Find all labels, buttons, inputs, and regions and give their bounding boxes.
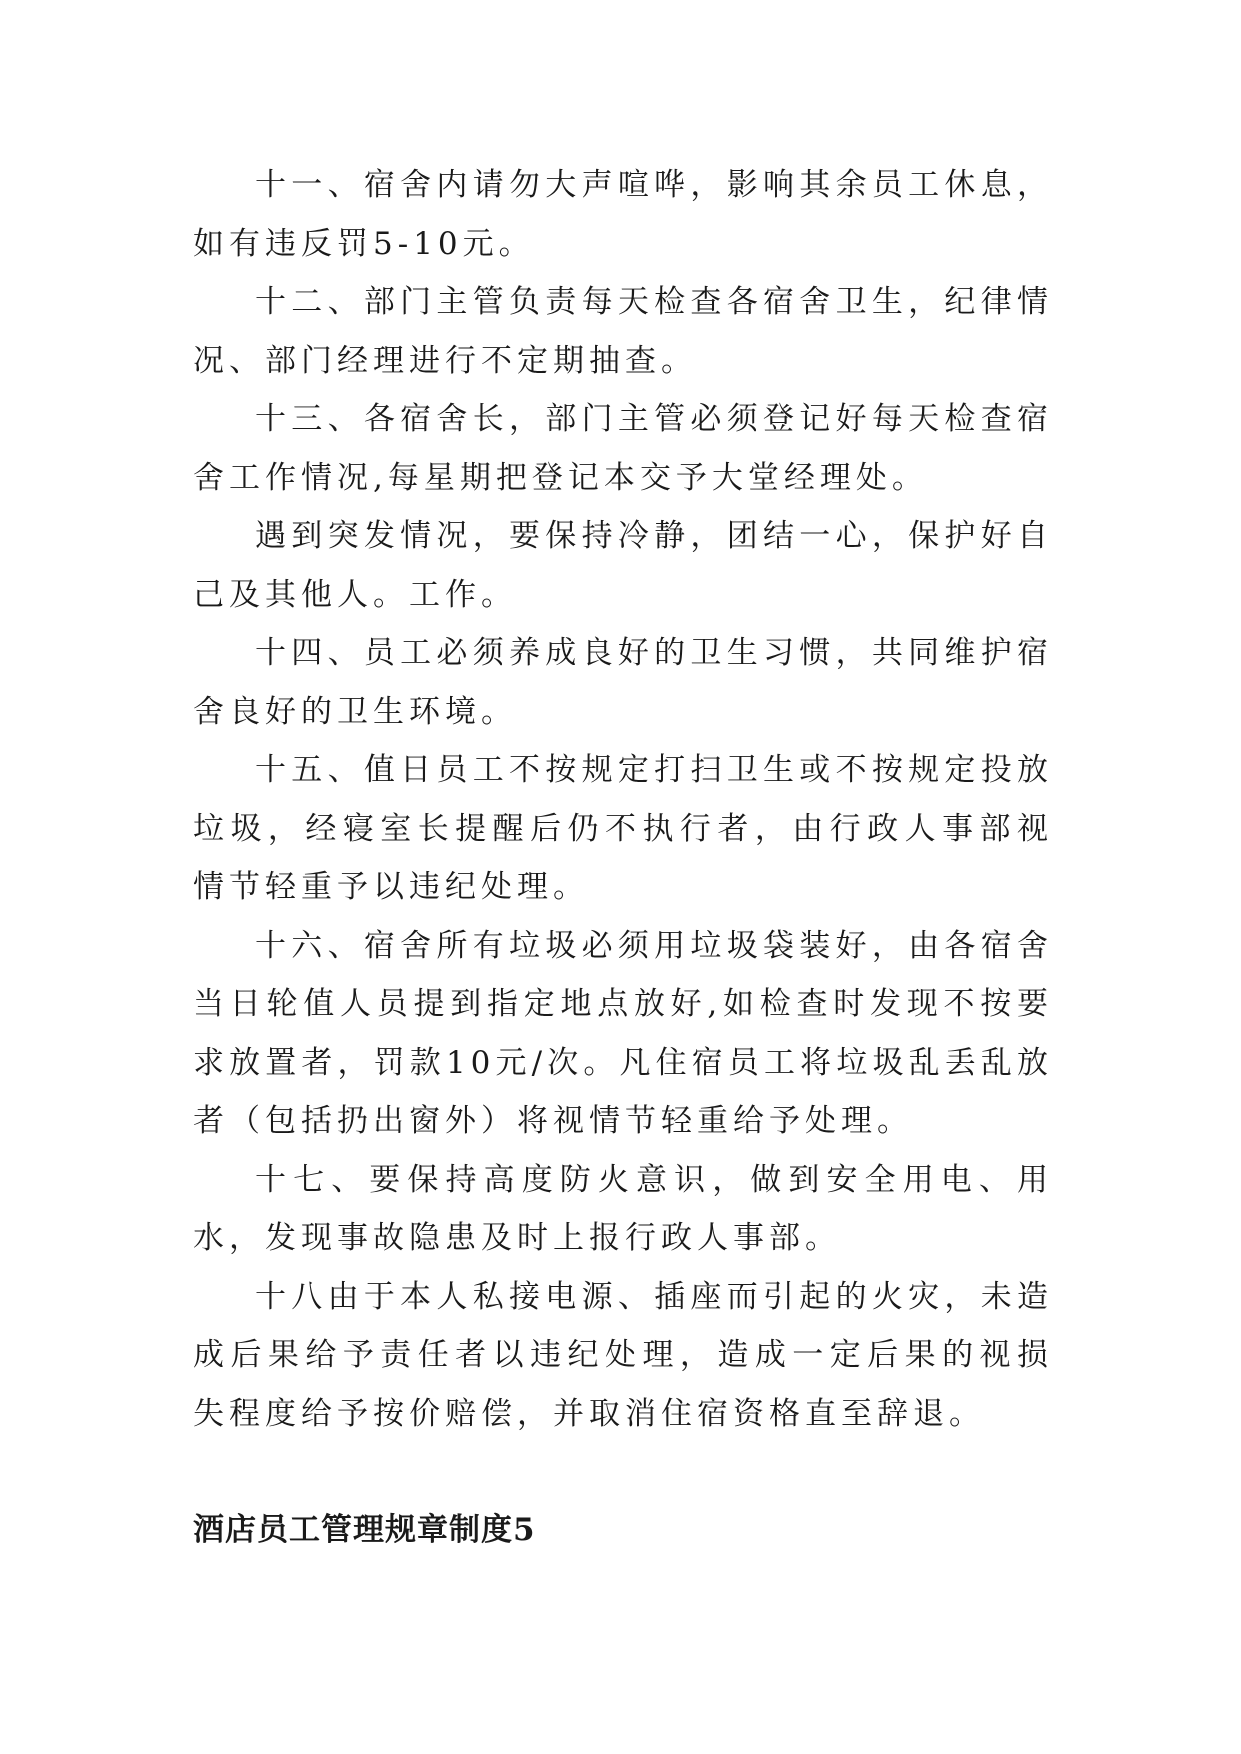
paragraph-emergency: 遇到突发情况，要保持冷静，团结一心，保护好自己及其他人。工作。	[193, 518, 1053, 613]
paragraph-rule-12: 十二、部门主管负责每天检查各宿舍卫生，纪律情况、部门经理进行不定期抽查。	[193, 284, 1053, 379]
paragraph-rule-18: 十八由于本人私接电源、插座而引起的火灾，未造成后果给予责任者以违纪处理，造成一定后果的视损失程度给予按价赔偿，并取消住宿资格直至辞退。	[193, 1278, 1053, 1432]
document-body	[193, 156, 1053, 1560]
paragraph-rule-15: 十五、值日员工不按规定打扫卫生或不按规定投放垃圾，经寝室长提醒后仍不执行者，由行政人事部视情节轻重予以违纪处理。	[193, 752, 1053, 905]
section-heading: 酒店员工管理规章制度5	[193, 1512, 536, 1548]
paragraph-rule-17: 十七、要保持高度防火意识，做到安全用电、用水，发现事故隐患及时上报行政人事部。	[193, 1161, 1053, 1256]
paragraph-rule-16: 十六、宿舍所有垃圾必须用垃圾袋装好，由各宿舍当日轮值人员提到指定地点放好,如检查时发现不按要求放置者，罚款10元/次。凡住宿员工将垃圾乱丢乱放者（包括扔出窗外）将视情节轻重给予处理。	[193, 927, 1053, 1139]
paragraph-rule-13: 十三、各宿舍长，部门主管必须登记好每天检查宿舍工作情况,每星期把登记本交予大堂经理处。	[193, 401, 1053, 496]
paragraph-rule-11: 十一、宿舍内请勿大声喧哗，影响其余员工休息，如有违反罚5-10元。	[193, 167, 1053, 262]
paragraph-rule-14: 十四、员工必须养成良好的卫生习惯，共同维护宿舍良好的卫生环境。	[193, 635, 1053, 730]
